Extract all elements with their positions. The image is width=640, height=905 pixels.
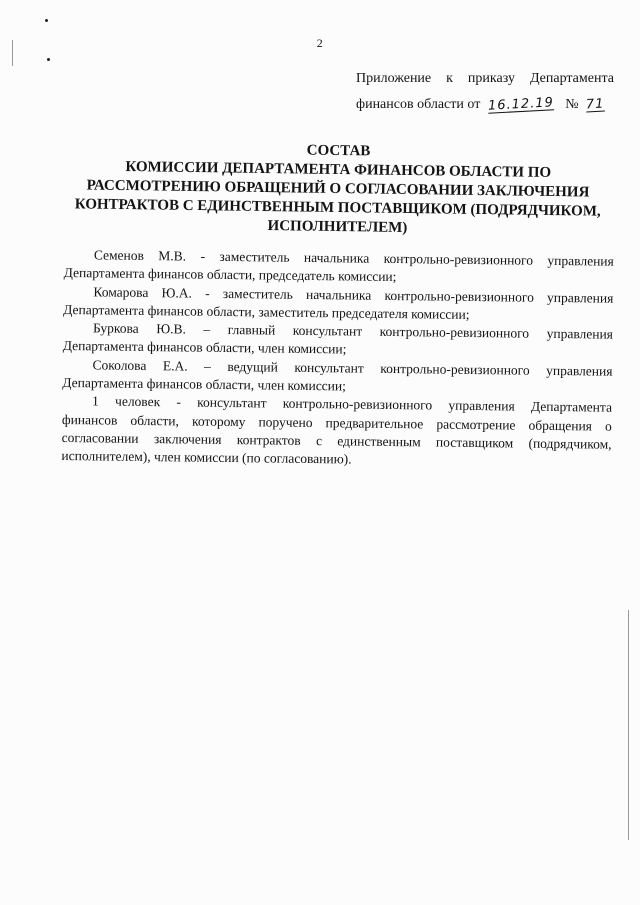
word: предварительное	[325, 414, 424, 432]
appendix-header	[356, 66, 614, 118]
word: заместитель	[222, 285, 293, 302]
word: управления	[547, 252, 614, 269]
appendix-word: приказу	[467, 71, 515, 86]
member-line: Департамента финансов области, член комиссии;	[62, 375, 347, 394]
word: 1	[92, 393, 99, 409]
commission-members	[61, 246, 614, 472]
word: контрактов	[236, 432, 301, 448]
title-line: СОСТАВ	[306, 142, 371, 160]
word: ведущий	[227, 358, 279, 375]
word: единственным	[337, 433, 421, 450]
word: начальника	[303, 249, 370, 266]
page-number: 2	[316, 36, 324, 50]
handwritten-date: 16.12.19	[487, 95, 555, 114]
word: -	[200, 248, 206, 264]
word: Ю.В.	[156, 321, 187, 337]
word: Соколова	[92, 357, 147, 373]
member-line: Департамента финансов области, член комиссии;	[62, 338, 347, 357]
word: поставщиком	[435, 434, 514, 451]
appendix-word: Департамента	[529, 71, 614, 86]
word: контрольно-ревизионного	[380, 360, 530, 378]
word: которому	[191, 413, 246, 429]
title-line: ИСПОЛНИТЕЛЕМ)	[267, 218, 408, 236]
scan-speck	[47, 58, 50, 61]
number-sign: №	[565, 97, 579, 112]
word: управления	[546, 289, 614, 306]
word: области,	[130, 412, 180, 429]
document-title	[59, 138, 616, 241]
word: главный	[227, 322, 276, 338]
word: о	[604, 418, 612, 434]
word: Ю.А.	[161, 284, 193, 301]
word: финансов	[61, 411, 118, 428]
appendix-prefix: финансов области от	[356, 97, 481, 112]
word: -	[176, 394, 182, 410]
word: заключения	[153, 431, 222, 447]
appendix-word: к	[446, 71, 453, 86]
member-line: Департамента финансов области, председатель комиссии;	[63, 265, 397, 285]
word: рассмотрение	[436, 416, 516, 433]
word: поручено	[258, 414, 313, 430]
word: управления	[546, 362, 613, 379]
appendix-line-2	[356, 92, 614, 118]
handwritten-order-number: 71	[585, 96, 605, 113]
word: Департамента	[530, 399, 613, 416]
word: –	[204, 358, 211, 374]
word: заместитель	[219, 248, 290, 265]
appendix-line-1	[356, 66, 614, 92]
title-line: КОНТРАКТОВ С ЕДИНСТВЕННЫМ ПОСТАВЩИКОМ (ПОДРЯДЧИКОМ,	[74, 196, 601, 220]
word: контрольно-ревизионного	[379, 324, 530, 341]
word: управления	[448, 398, 515, 414]
word: контрольно-ревизионного	[282, 396, 433, 413]
word: –	[203, 321, 211, 337]
word: консультант	[294, 359, 364, 376]
word: управления	[546, 326, 614, 342]
word: -	[205, 285, 210, 301]
scan-edge-mark	[628, 610, 629, 840]
appendix-word: Приложение	[356, 71, 432, 86]
word: Семенов	[93, 247, 145, 263]
word: начальника	[305, 286, 372, 303]
title-line: РАССМОТРЕНИЮ ОБРАЩЕНИЙ О СОГЛАСОВАНИИ ЗАКЛЮЧЕНИЯ	[86, 177, 590, 201]
word: М.В.	[158, 248, 187, 264]
member-line: Департамента финансов области, заместитель председателя комиссии;	[63, 301, 470, 322]
word: человек	[114, 394, 161, 410]
word: консультант	[292, 322, 363, 339]
word: (подрядчиком,	[528, 435, 612, 452]
word: консультант	[197, 395, 267, 411]
word: с	[315, 433, 323, 449]
word: контрольно-ревизионного	[384, 287, 534, 305]
word: Е.А.	[162, 357, 188, 374]
word: Буркова	[92, 320, 139, 337]
word: согласовании	[61, 429, 139, 446]
member-line: исполнителем), член комиссии (по согласованию).	[61, 448, 352, 467]
word: контрольно-ревизионного	[383, 250, 534, 268]
word: обращения	[528, 417, 593, 434]
scan-speck	[45, 19, 48, 22]
word: Комарова	[93, 283, 149, 300]
title-line: КОМИССИИ ДЕПАРТАМЕНТА ФИНАНСОВ ОБЛАСТИ ПО	[125, 159, 552, 181]
